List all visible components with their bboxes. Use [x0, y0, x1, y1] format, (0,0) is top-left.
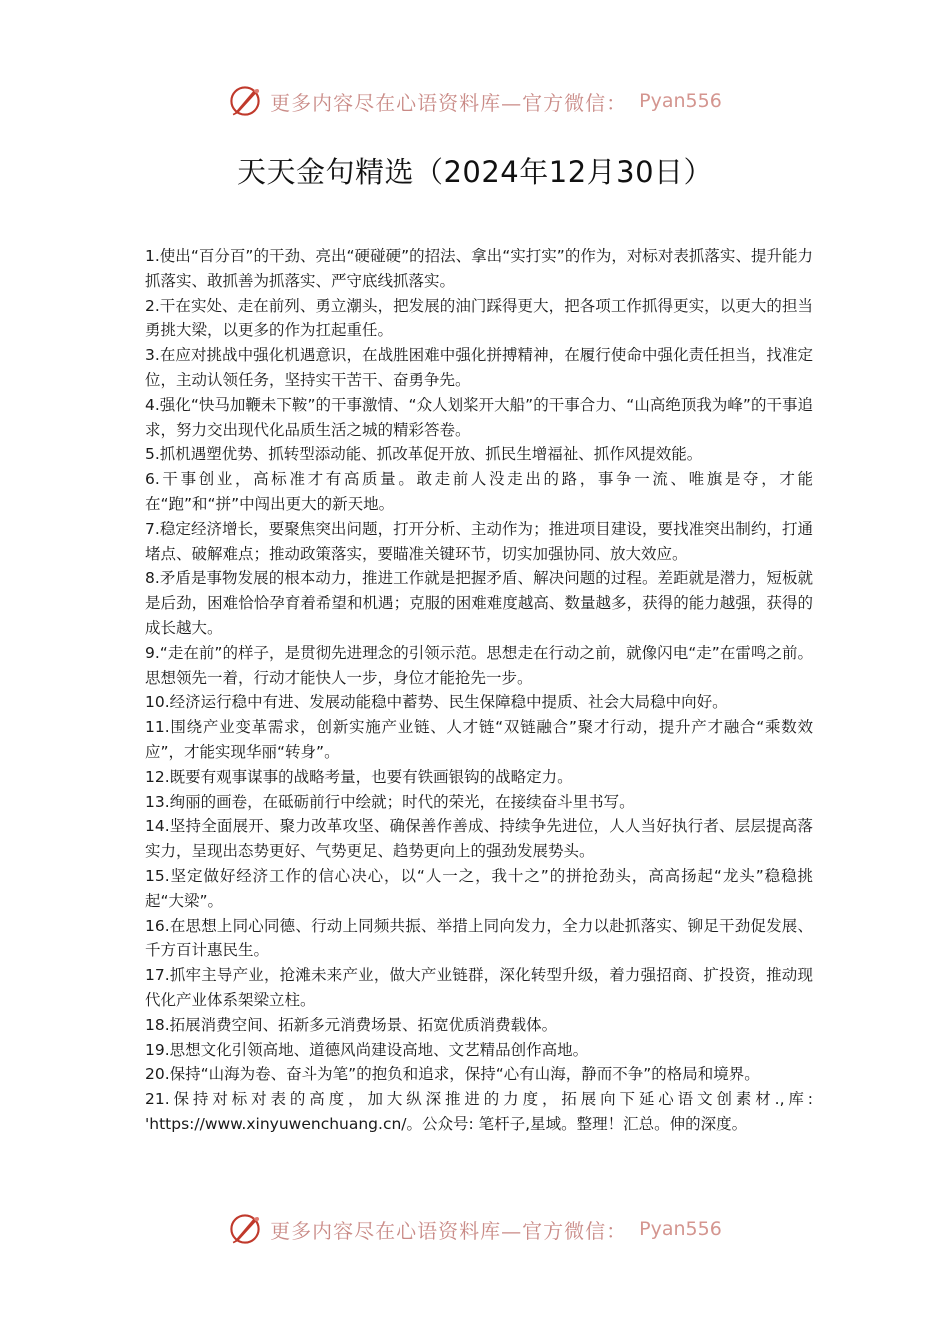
quote-item-7: 7.稳定经济增长，要聚焦突出问题，打开分析、主动作为；推进项目建设，要找准突出制约，打通堵点、破解难点；推动政策落实，要瞄准关键环节，切实加强协同、放大效应。	[145, 519, 813, 563]
quill-logo-icon	[228, 1212, 262, 1246]
wechat-id: Pyan556	[639, 90, 722, 112]
quote-item-5: 5.抓机遇塑优势、抓转型添动能、抓改革促开放、抓民生增福祉、抓作风提效能。	[145, 445, 703, 464]
footer-banner	[0, 1212, 950, 1246]
quote-item-4: 4.强化“快马加鞭未下鞍”的干事激情、“众人划桨开大船”的干事合力、“山高绝顶我为峰”的干事追求，努力交出现代化品质生活之城的精彩答卷。	[145, 395, 813, 439]
quote-item-11: 11.围绕产业变革需求，创新实施产业链、人才链“双链融合”聚才行动，提升产才融合“乘数效应”，才能实现华丽“转身”。	[145, 718, 813, 761]
quote-item-14: 14.坚持全面展开、聚力改革攻坚、确保善作善成、持续争先进位，人人当好执行者、层层提高落实力，呈现出态势更好、气势更足、趋势更向上的强劲发展势头。	[145, 817, 813, 861]
quill-logo-icon	[228, 84, 262, 118]
quote-item-6: 6.干事创业，高标准才有高质量。敢走前人没走出的路，事争一流、唯旗是夺，才能在“跑”和“拼”中闯出更大的新天地。	[145, 470, 813, 513]
quote-item-2: 2.干在实处、走在前列、勇立潮头，把发展的油门踩得更大，把各项工作抓得更实，以更大的担当勇挑大梁，以更多的作为扛起重任。	[145, 296, 813, 340]
quote-item-10: 10.经济运行稳中有进、发展动能稳中蓄势、民生保障稳中提质、社会大局稳中向好。	[145, 693, 728, 712]
banner-text: 更多内容尽在心语资料库—官方微信：	[270, 1218, 628, 1243]
wechat-id: Pyan556	[639, 1218, 722, 1240]
quote-item-16: 16.在思想上同心同德、行动上同频共振、举措上同向发力，全力以赴抓落实、铆足干劲促发展、千方百计惠民生。	[145, 916, 813, 960]
quote-item-15: 15.坚定做好经济工作的信心决心，以“人一之，我十之”的拼抢劲头，高高扬起“龙头”稳稳挑起“大梁”。	[145, 866, 813, 910]
quote-item-18: 18.拓展消费空间、拓新多元消费场景、拓宽优质消费载体。	[145, 1015, 558, 1034]
quote-item-20: 20.保持“山海为卷、奋斗为笔”的抱负和追求，保持“心有山海，静而不争”的格局和境界。	[145, 1065, 760, 1084]
quote-item-1: 1.使出“百分百”的干劲、亮出“硬碰硬”的招法、拿出“实打实”的作为，对标对表抓落实、提升能力抓落实、敢抓善为抓落实、严守底线抓落实。	[145, 247, 813, 290]
quote-item-3: 3.在应对挑战中强化机遇意识，在战胜困难中强化拼搏精神，在履行使命中强化责任担当，找准定位，主动认领任务，坚持实干苦干、奋勇争先。	[145, 346, 813, 389]
quote-item-13: 13.绚丽的画卷，在砥砺前行中绘就；时代的荣光，在接续奋斗里书写。	[145, 792, 635, 811]
quote-item-8: 8.矛盾是事物发展的根本动力，推进工作就是把握矛盾、解决问题的过程。差距就是潜力，短板就是后劲，困难恰恰孕育着希望和机遇；克服的困难难度越高、数量越多，获得的能力越强，获得的成长越大。	[145, 569, 813, 637]
quote-item-21: 21.保持对标对表的高度，加大纵深推进的力度，拓展向下延心语文创素材.,库: 'https://www.xinyuwenchuang.cn/。公众号: 笔杆子,星域。整理！汇总。伸的深度。	[145, 1090, 813, 1133]
quote-item-9: 9.“走在前”的样子，是贯彻先进理念的引领示范。思想走在行动之前，就像闪电“走”在雷鸣之前。思想领先一着，行动才能快人一步，身位才能抢先一步。	[145, 643, 813, 687]
quote-item-19: 19.思想文化引领高地、道德风尚建设高地、文艺精品创作高地。	[145, 1040, 589, 1059]
quote-item-12: 12.既要有观事谋事的战略考量，也要有铁画银钩的战略定力。	[145, 767, 573, 786]
header-banner	[0, 84, 950, 118]
page-title: 天天金句精选（2024年12月30日）	[236, 155, 714, 189]
banner-text: 更多内容尽在心语资料库—官方微信：	[270, 90, 628, 115]
quote-list	[145, 244, 813, 1137]
quote-item-17: 17.抓牢主导产业，抢滩未来产业，做大产业链群，深化转型升级，着力强招商、扩投资，推动现代化产业体系架梁立柱。	[145, 966, 813, 1009]
